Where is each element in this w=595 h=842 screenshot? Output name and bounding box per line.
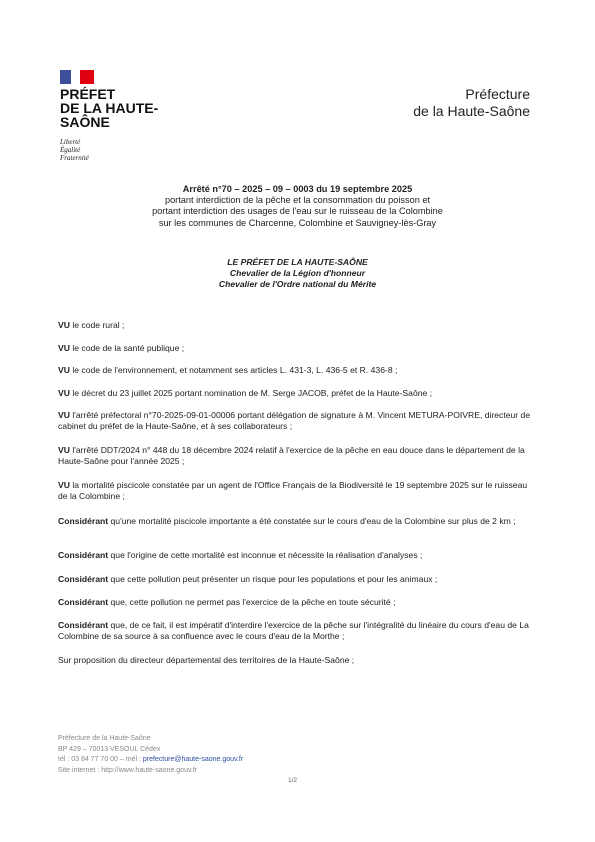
considerant-lead: Considérant — [58, 620, 109, 630]
visa-paragraph — [58, 320, 536, 331]
prefet-line: Chevalier de l'Ordre national du Mérite — [218, 279, 377, 289]
motto-line: Fraternité — [60, 154, 89, 162]
visa-paragraph — [58, 365, 536, 376]
proposition-text: Sur proposition du directeur départemental des territoires de la Haute-Saône ; — [58, 655, 355, 665]
footer-website[interactable]: Site internet : http://www.haute-saone.gouv.fr — [58, 766, 198, 774]
prefet-line: Chevalier de la Légion d'honneur — [229, 268, 366, 278]
visa-lead: VU — [58, 410, 70, 420]
visa-paragraph — [58, 343, 536, 354]
prefecture-heading — [413, 86, 530, 120]
visa-lead: VU — [58, 320, 70, 330]
considerant-lead: Considérant — [58, 574, 109, 584]
government-line: PRÉFET — [60, 86, 116, 102]
visa-lead: VU — [58, 445, 70, 455]
french-flag-logo — [60, 70, 94, 84]
considerant-text: que l'origine de cette mortalité est inconnue et nécessite la réalisation d'analyses ; — [108, 550, 423, 560]
footer-address-name: Préfecture de la Haute-Saône — [58, 735, 151, 742]
considerant-text: que, de ce fait, il est impératif d'interdire l'exercice de la pêche sur l'intégralité du linéaire du cours d'eau de La Colombine de sa source à sa confluence avec le cours d'eau de la Morthe ; — [58, 620, 529, 642]
visa-text: le décret du 23 juillet 2025 portant nomination de M. Serge JACOB, préfet de la Haute-Saône ; — [69, 388, 433, 398]
arrete-header — [60, 184, 535, 229]
visa-paragraph — [58, 445, 536, 468]
considerant-lead: Considérant — [58, 597, 109, 607]
visa-text: le code de l'environnement, et notamment ses articles L. 431-3, L. 436-5 et R. 436-8 ; — [69, 365, 398, 375]
considerant-text: qu'une mortalité piscicole importante a été constatée sur le cours d'eau de la Colombine sur plus de 2 km ; — [108, 516, 516, 526]
visa-lead: VU — [58, 480, 70, 490]
prefet-titles — [60, 257, 535, 290]
visa-text: le code rural ; — [69, 320, 125, 330]
visa-lead: VU — [58, 365, 70, 375]
government-line: DE LA HAUTE- — [60, 100, 159, 116]
page-number: 1/2 — [288, 777, 298, 784]
footer-email-link[interactable]: prefecture@haute-saone.gouv.fr — [142, 756, 244, 763]
visa-text: l'arrêté DDT/2024 n° 448 du 18 décembre 2024 relatif à l'exercice de la pêche en eau douce dans le département de la Haute-Saône pour l'année 2025 ; — [58, 445, 525, 467]
government-mark — [60, 87, 170, 129]
prefecture-line: de la Haute-Saône — [413, 103, 530, 119]
footer-contact — [58, 734, 243, 776]
government-line: SAÔNE — [60, 114, 110, 130]
arrete-subject-line: portant interdiction de la pêche et la consommation du poisson et — [164, 195, 431, 206]
visa-lead: VU — [58, 343, 70, 353]
visa-paragraph — [58, 480, 536, 503]
arrete-subject-line: portant interdiction des usages de l'eau sur le ruisseau de la Colombine — [152, 206, 443, 217]
considerant-text: que cette pollution peut présenter un risque pour les populations et pour les animaux ; — [108, 574, 438, 584]
prefecture-line: Préfecture — [465, 86, 530, 102]
prefet-line: LE PRÉFET DE LA HAUTE-SAÔNE — [227, 257, 368, 267]
considerant-paragraph — [58, 597, 536, 608]
arrete-subject-line: sur les communes de Charcenne, Colombine et Sauvigney-lès-Gray — [158, 217, 437, 228]
visa-text: le code de la santé publique ; — [69, 343, 185, 353]
visa-text: l'arrêté préfectoral n°70-2025-09-01-00006 portant délégation de signature à M. Vincent METURA-POIVRE, directeur de cabinet du préfet de la Haute-Saône, et à ses collaborateurs ; — [58, 410, 531, 432]
considerant-text: que, cette pollution ne permet pas l'exercice de la pêche en toute sécurité ; — [108, 597, 396, 607]
republic-motto — [60, 138, 140, 162]
considerant-paragraph — [58, 550, 536, 561]
footer-phone-email — [58, 755, 243, 766]
motto-line: Liberté — [60, 138, 81, 146]
visa-text: la mortalité piscicole constatée par un agent de l'Office Français de la Biodiversité le 19 septembre 2025 sur le ruisseau de la Colombine ; — [58, 480, 528, 502]
footer-address: BP 429 – 70013 VESOUL Cédex — [58, 745, 161, 753]
visa-lead: VU — [58, 388, 70, 398]
visa-paragraph — [58, 388, 536, 399]
visa-paragraph — [58, 410, 536, 433]
considerant-paragraph — [58, 516, 536, 527]
motto-line: Égalité — [60, 146, 81, 154]
arrete-title: Arrêté n°70 – 2025 – 09 – 0003 du 19 septembre 2025 — [182, 184, 413, 194]
considerant-paragraph — [58, 620, 536, 643]
considerant-lead: Considérant — [58, 550, 109, 560]
footer-phone: tél : 03 84 77 70 00 – mél : — [58, 756, 143, 763]
considerant-lead: Considérant — [58, 516, 109, 526]
considerant-paragraph — [58, 574, 536, 585]
proposition-paragraph — [58, 655, 536, 666]
